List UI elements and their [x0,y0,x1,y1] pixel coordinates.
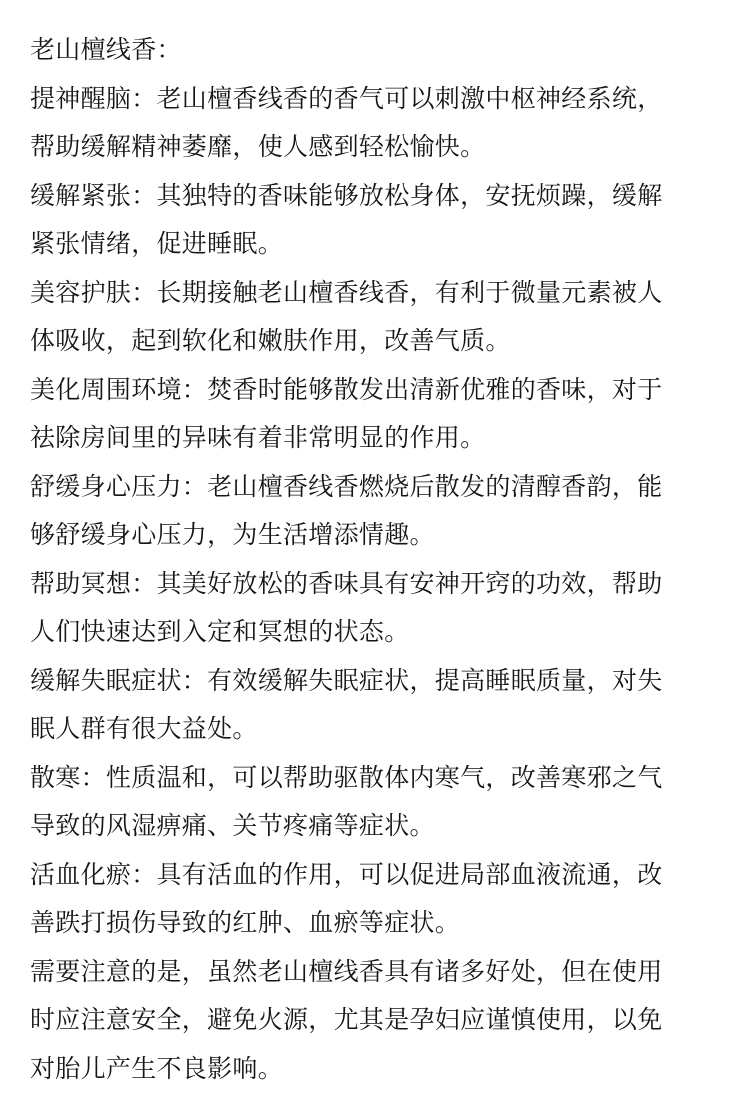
text-line: 导致的风湿痹痛、关节疼痛等症状。 [30,811,435,840]
text-line: 祛除房间里的异味有着非常明显的作用。 [30,423,486,452]
text-line: 体吸收，起到软化和嫩肤作用，改善气质。 [30,326,511,355]
text-line: 帮助缓解精神萎靡，使人感到轻松愉快。 [30,132,486,161]
text-line: 缓解失眠症状：有效缓解失眠症状，提高睡眠质量，对失 [30,665,663,695]
text-line: 提神醒脑：老山檀香线香的香气可以刺激中枢神经系统， [30,83,663,113]
text-line: 紧张情绪，促进睡眠。 [30,229,284,258]
text-line: 美化周围环境：焚香时能够散发出清新优雅的香味，对于 [30,374,663,404]
text-line: 活血化瘀：具有活血的作用，可以促进局部血液流通，改 [30,859,663,889]
document-title: 老山檀线香： [30,35,182,64]
text-line: 需要注意的是，虽然老山檀线香具有诸多好处，但在使用 [30,956,663,986]
text-line: 善跌打损伤导致的红肿、血瘀等症状。 [30,908,461,937]
text-line: 时应注意安全，避免火源，尤其是孕妇应谨慎使用，以免 [30,1005,663,1034]
text-line: 缓解紧张：其独特的香味能够放松身体，安抚烦躁，缓解 [30,180,663,210]
text-line: 舒缓身心压力：老山檀香线香燃烧后散发的清醇香韵，能 [30,471,663,501]
text-line: 帮助冥想：其美好放松的香味具有安神开窍的功效，帮助 [30,568,663,598]
text-line: 眠人群有很大益处。 [30,714,258,743]
text-line: 美容护肤：长期接触老山檀香线香，有利于微量元素被人 [30,277,663,307]
text-line: 人们快速达到入定和冥想的状态。 [30,617,410,646]
text-line: 够舒缓身心压力，为生活增添情趣。 [30,520,435,549]
text-line: 对胎儿产生不良影响。 [30,1053,284,1083]
text-line: 散寒：性质温和，可以帮助驱散体内寒气，改善寒邪之气 [30,762,663,792]
